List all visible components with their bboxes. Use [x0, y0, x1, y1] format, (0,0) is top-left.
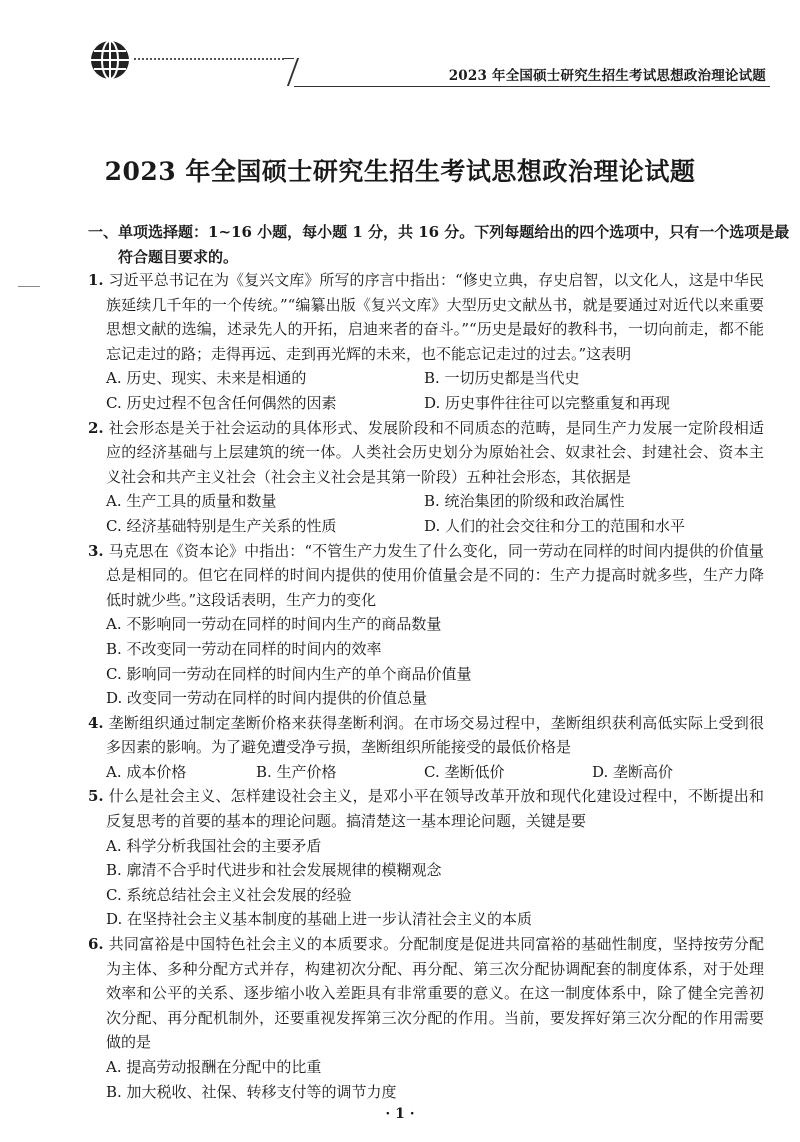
question-number: 5. [88, 787, 104, 806]
option-d: D. 在坚持社会主义基本制度的基础上进一步认清社会主义的本质 [106, 910, 533, 929]
option-b: B. 统治集团的阶级和政治属性 [424, 492, 625, 511]
scan-mark [18, 286, 40, 287]
question-text: 什么是社会主义、怎样建设社会主义，是邓小平在领导改革开放和现代化建设过程中，不断提出和反复思考的首要的基本的理论问题。搞清楚这一基本理论问题，关键是要 [106, 787, 764, 831]
option-b: B. 不改变同一劳动在同样的时间内的效率 [106, 639, 382, 658]
question-stem [88, 784, 764, 833]
question-5 [88, 784, 764, 932]
option-d: D. 垄断高价 [592, 762, 674, 781]
option-d: D. 人们的社会交往和分工的范围和水平 [424, 516, 686, 535]
question-number: 4. [88, 713, 104, 732]
option-a: A. 历史、现实、未来是相通的 [106, 369, 307, 388]
option-a: A. 科学分析我国社会的主要矛盾 [106, 836, 322, 855]
option-d: D. 改变同一劳动在同样的时间内提供的价值总量 [106, 689, 428, 708]
question-1 [88, 268, 764, 416]
header-rule-joint [284, 58, 294, 59]
option-d: D. 历史事件往往可以完整重复和再现 [424, 393, 671, 412]
question-stem [88, 268, 764, 366]
question-6 [88, 932, 764, 1104]
question-2 [88, 416, 764, 539]
running-header-title: 2023 年全国硕士研究生招生考试思想政治理论试题 [448, 68, 766, 84]
globe-logo-icon [88, 38, 132, 82]
question-number: 3. [88, 541, 104, 560]
option-grid [88, 489, 764, 538]
option-a: A. 成本价格 [106, 762, 187, 781]
option-a: A. 提高劳动报酬在分配中的比重 [106, 1058, 322, 1076]
question-stem [88, 416, 764, 490]
question-stem [88, 539, 764, 613]
option-a: A. 不影响同一劳动在同样的时间内生产的商品数量 [106, 615, 442, 634]
option-row [88, 760, 764, 785]
option-b: B. 一切历史都是当代史 [424, 369, 580, 388]
question-text: 社会形态是关于社会运动的具体形式、发展阶段和不同质态的范畴，是同生产力发展一定阶段相适应的经济基础与上层建筑的统一体。人类社会历史划分为原始社会、奴隶社会、封建社会、资本主义社会和共产主义社会（社会主义社会是其第一阶段）五种社会形态，其依据是 [106, 418, 764, 486]
question-list [88, 268, 764, 1104]
option-c: C. 历史过程不包含任何偶然的因素 [106, 393, 337, 412]
option-b: B. 生产价格 [256, 762, 337, 781]
question-number: 6. [88, 935, 104, 954]
question-4 [88, 711, 764, 785]
option-c: C. 经济基础特别是生产关系的性质 [106, 516, 337, 535]
document-title: 2023 年全国硕士研究生招生考试思想政治理论试题 [104, 157, 696, 186]
option-grid [88, 366, 764, 415]
option-c: C. 影响同一劳动在同样的时间内生产的单个商品价值量 [106, 664, 472, 683]
option-c: C. 系统总结社会主义社会发展的经验 [106, 885, 352, 904]
question-number: 1. [88, 271, 104, 289]
page-number: · 1 · [385, 1106, 415, 1122]
section-heading: 一、单项选择题：1~16 小题，每小题 1 分，共 16 分。下列每题给出的四个选项中，只有一个选项是最符合题目要求的。 [88, 223, 790, 266]
question-text: 习近平总书记在为《复兴文库》所写的序言中指出：“修史立典，存史启智，以文化人，这是中华民族延续几千年的一个传统。”“编纂出版《复兴文库》大型历史文献丛书，就是要通过对近代以来重要思想文献的选编，述录先人的开拓，启迪来者的奋斗。”“历史是最好的教科书，一切向前走，都不能忘记走过的路；走得再远、走到再光辉的未来，也不能忘记走过的过去。”这表明 [106, 271, 764, 363]
question-3 [88, 539, 764, 711]
question-text: 马克思在《资本论》中指出：“不管生产力发生了什么变化，同一劳动在同样的时间内提供的价值量总是相同的。但它在同样的时间内提供的使用价值量会是不同的：生产力提高时就多些，生产力降低时就少些。”这段话表明，生产力的变化 [106, 541, 764, 609]
question-number: 2. [88, 418, 104, 437]
header-dotted-rule [134, 58, 284, 60]
option-c: C. 垄断低价 [424, 762, 505, 781]
question-stem [88, 932, 764, 1055]
header-rule-slant [287, 58, 299, 86]
question-stem [88, 711, 764, 760]
option-b: B. 加大税收、社保、转移支付等的调节力度 [106, 1082, 397, 1101]
header-rule [294, 86, 770, 87]
question-text: 共同富裕是中国特色社会主义的本质要求。分配制度是促进共同富裕的基础性制度，坚持按劳分配为主体、多种分配方式并存，构建初次分配、再分配、第三次分配协调配套的制度体系，对于处理效率和公平的关系、逐步缩小收入差距具有非常重要的意义。在这一制度体系中，除了健全完善初次分配、再分配机制外，还要重视发挥第三次分配的作用。当前，要发挥好第三次分配的作用需要做的是 [106, 935, 764, 1052]
option-a: A. 生产工具的质量和数量 [106, 492, 277, 511]
question-text: 垄断组织通过制定垄断价格来获得垄断利润。在市场交易过程中，垄断组织获利高低实际上受到很多因素的影响。为了避免遭受净亏损，垄断组织所能接受的最低价格是 [106, 713, 764, 757]
option-b: B. 廓清不合乎时代进步和社会发展规律的模糊观念 [106, 861, 442, 880]
